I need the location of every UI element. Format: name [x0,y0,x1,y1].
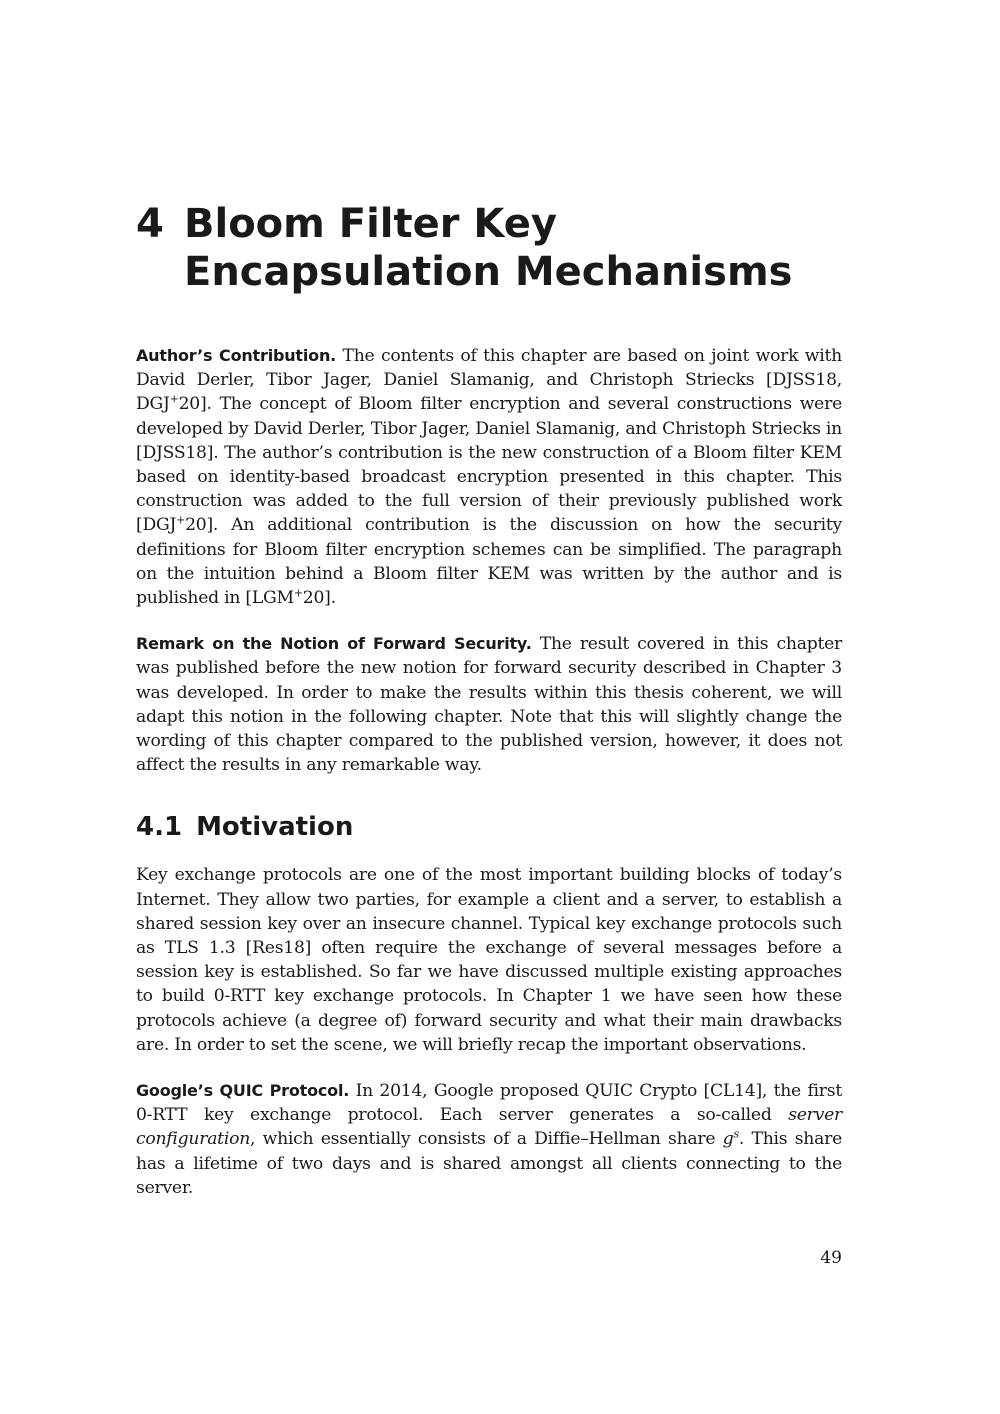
section-title-text: Motivation [196,812,354,843]
section-number: 4.1 [136,812,183,843]
contribution-sup-1: + [169,392,179,406]
motivation-paragraph [136,863,842,1057]
remark-text: The result covered in this chapter was published before the new notion for forward security described in Chapter 3 was developed. In order to make the results within this thesis coherent, we will adapt this notion in the following chapter. Note that this will slightly change the wording of this chapter compared to the published version, however, it does not affect the results in any remarkable way. [136,634,842,776]
contribution-paragraph [136,344,842,610]
section-title [136,811,842,843]
contribution-heading: Author’s Contribution. [136,346,337,365]
chapter-title [136,200,842,296]
remark-heading: Remark on the Notion of Forward Security. [136,634,532,654]
math-base: g [722,1129,734,1150]
contribution-text-4: 20]. [302,588,336,609]
quic-text-3: . This share has a lifetime of two days and is shared amongst all clients connecting to the server. [136,1129,843,1198]
page-body [136,200,842,1200]
page-number: 49 [820,1248,842,1268]
quic-text-1: In 2014, Google proposed QUIC Crypto [CL14], the first 0-RTT key exchange protocol. Each server generates a so-called [136,1081,842,1126]
chapter-title-text: Bloom Filter Key Encapsulation Mechanisms [184,201,793,295]
quic-heading: Google’s QUIC Protocol. [136,1081,350,1101]
contribution-text-1: The contents of this chapter are based on joint work with David Derler, Tibor Jager, Daniel Slamanig, and Christoph Striecks [DJSS18, DGJ [136,346,842,415]
contribution-text-3: 20]. An additional contribution is the discussion on how the security definitions for Bloom filter encryption schemes can be simplified. The paragraph on the intuition behind a Bloom filter KEM was written by the author and is published in [LGM [136,515,842,609]
contribution-text-2: 20]. The concept of Bloom filter encryption and several constructions were developed by David Derler, Tibor Jager, Daniel Slamanig, and Christoph Striecks in [DJSS18]. The author’s contribution is the new construction of a Bloom filter KEM based on identity-based broadcast encryption presented in this chapter. This construction was added to the full version of their previously published work [DGJ [136,394,842,536]
chapter-number: 4 [136,201,164,247]
motivation-text: Key exchange protocols are one of the most important building blocks of today’s Internet. They allow two parties, for example a client and a server, to establish a shared session key over an insecure channel. Typical key exchange protocols such as TLS 1.3 [Res18] often require the exchange of several messages before a session key is established. So far we have discussed multiple existing approaches to build 0-RTT key exchange protocols. In Chapter 1 we have seen how these protocols achieve (a degree of) forward security and what their main drawbacks are. In order to set the scene, we will briefly recap the important observations. [136,865,842,1055]
math-exponent: s [733,1127,739,1141]
remark-paragraph [136,632,842,777]
contribution-sup-2: + [176,513,186,527]
contribution-sup-3: + [293,586,303,600]
quic-text-2: , which essentially consists of a Diffie–Hellman share [250,1129,723,1150]
quic-emphasis: server configuration [136,1105,842,1150]
quic-paragraph [136,1079,842,1200]
